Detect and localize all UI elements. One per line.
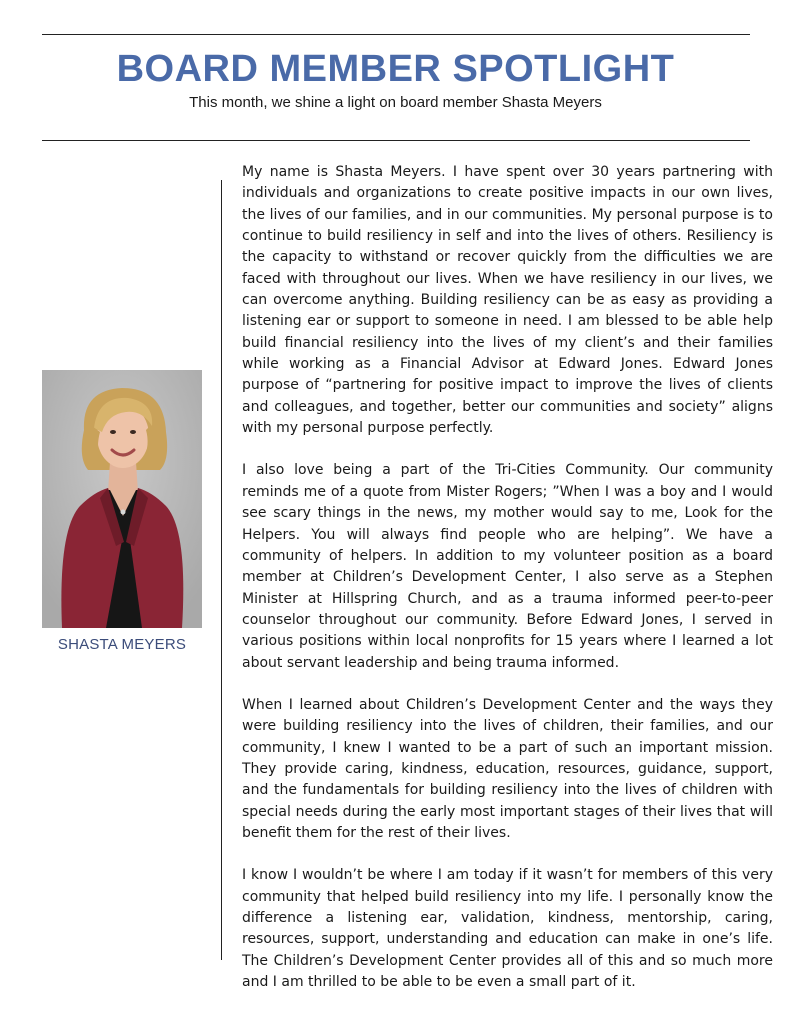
article-paragraph-1: My name is Shasta Meyers. I have spent over 30 years partnering with individuals and organizations to create positive impacts in our own lives, the lives of our families, and in our communities. My personal purpose is to continue to build resiliency in self and into the lives of others. Resiliency is the capacity to withstand or recover quickly from the difficulties we are faced with throughout our lives. When we have resiliency in our lives, we can overcome anything. Building resiliency can be as easy as providing a listening ear or support to someone in need. I am blessed to be able help build financial resiliency into the lives of my client’s and their families while working as a Financial Advisor at Edward Jones. Edward Jones purpose of “partnering for positive impact to improve the lives of clients and colleagues, and together, better our communities and society” aligns with my personal purpose perfectly.: [242, 164, 773, 437]
column-divider: [221, 180, 222, 960]
article-paragraph-2: I also love being a part of the Tri-Cities Community. Our community reminds me of a quote from Mister Rogers; ”When I was a boy and I would see scary things in the news, my mother would say to me, Look for the Helpers. You will always find people who are helping”. We have a community of helpers. In addition to my volunteer position as a board member at Children’s Development Center, I also serve as a Stephen Minister at Hillspring Church, and as a trauma informed peer-to-peer counselor throughout our community. Before Edward Jones, I served in various positions within local nonprofits for 15 years where I learned a lot about servant leadership and being trauma informed.: [242, 462, 773, 671]
page-title: [0, 48, 791, 91]
article-body: [242, 162, 773, 993]
profile-caption: SHASTA MEYERS: [57, 636, 187, 653]
top-divider: [42, 34, 750, 35]
page-subtitle: This month, we shine a light on board member Shasta Meyers: [189, 94, 602, 111]
profile-photo: [42, 370, 202, 628]
portrait-illustration: [42, 370, 202, 628]
header-divider: [42, 140, 750, 141]
title-word-board: BOARD: [116, 48, 259, 90]
title-word-member: MEMBER: [269, 48, 442, 90]
article-paragraph-3: When I learned about Children’s Development Center and the ways they were building resiliency into the lives of children, their families, and our community, I knew I wanted to be a part of such an important mission. They provide caring, kindness, education, resources, guidance, support, and the fundamentals for building resiliency into the lives of children with special needs during the early most important stages of their lives that will benefit them for the rest of their lives.: [242, 696, 773, 841]
title-word-spotlight: SPOTLIGHT: [452, 48, 675, 90]
article-paragraph-4: I know I wouldn’t be where I am today if it wasn’t for members of this very community that helped build resiliency into my life. I personally know the difference a listening ear, validation, kindness, mentorship, caring, resources, support, understanding and education can make in one’s life. The Children’s Development Center provides all of this and so much more and I am thrilled to be able to be even a small part of it.: [242, 867, 773, 991]
